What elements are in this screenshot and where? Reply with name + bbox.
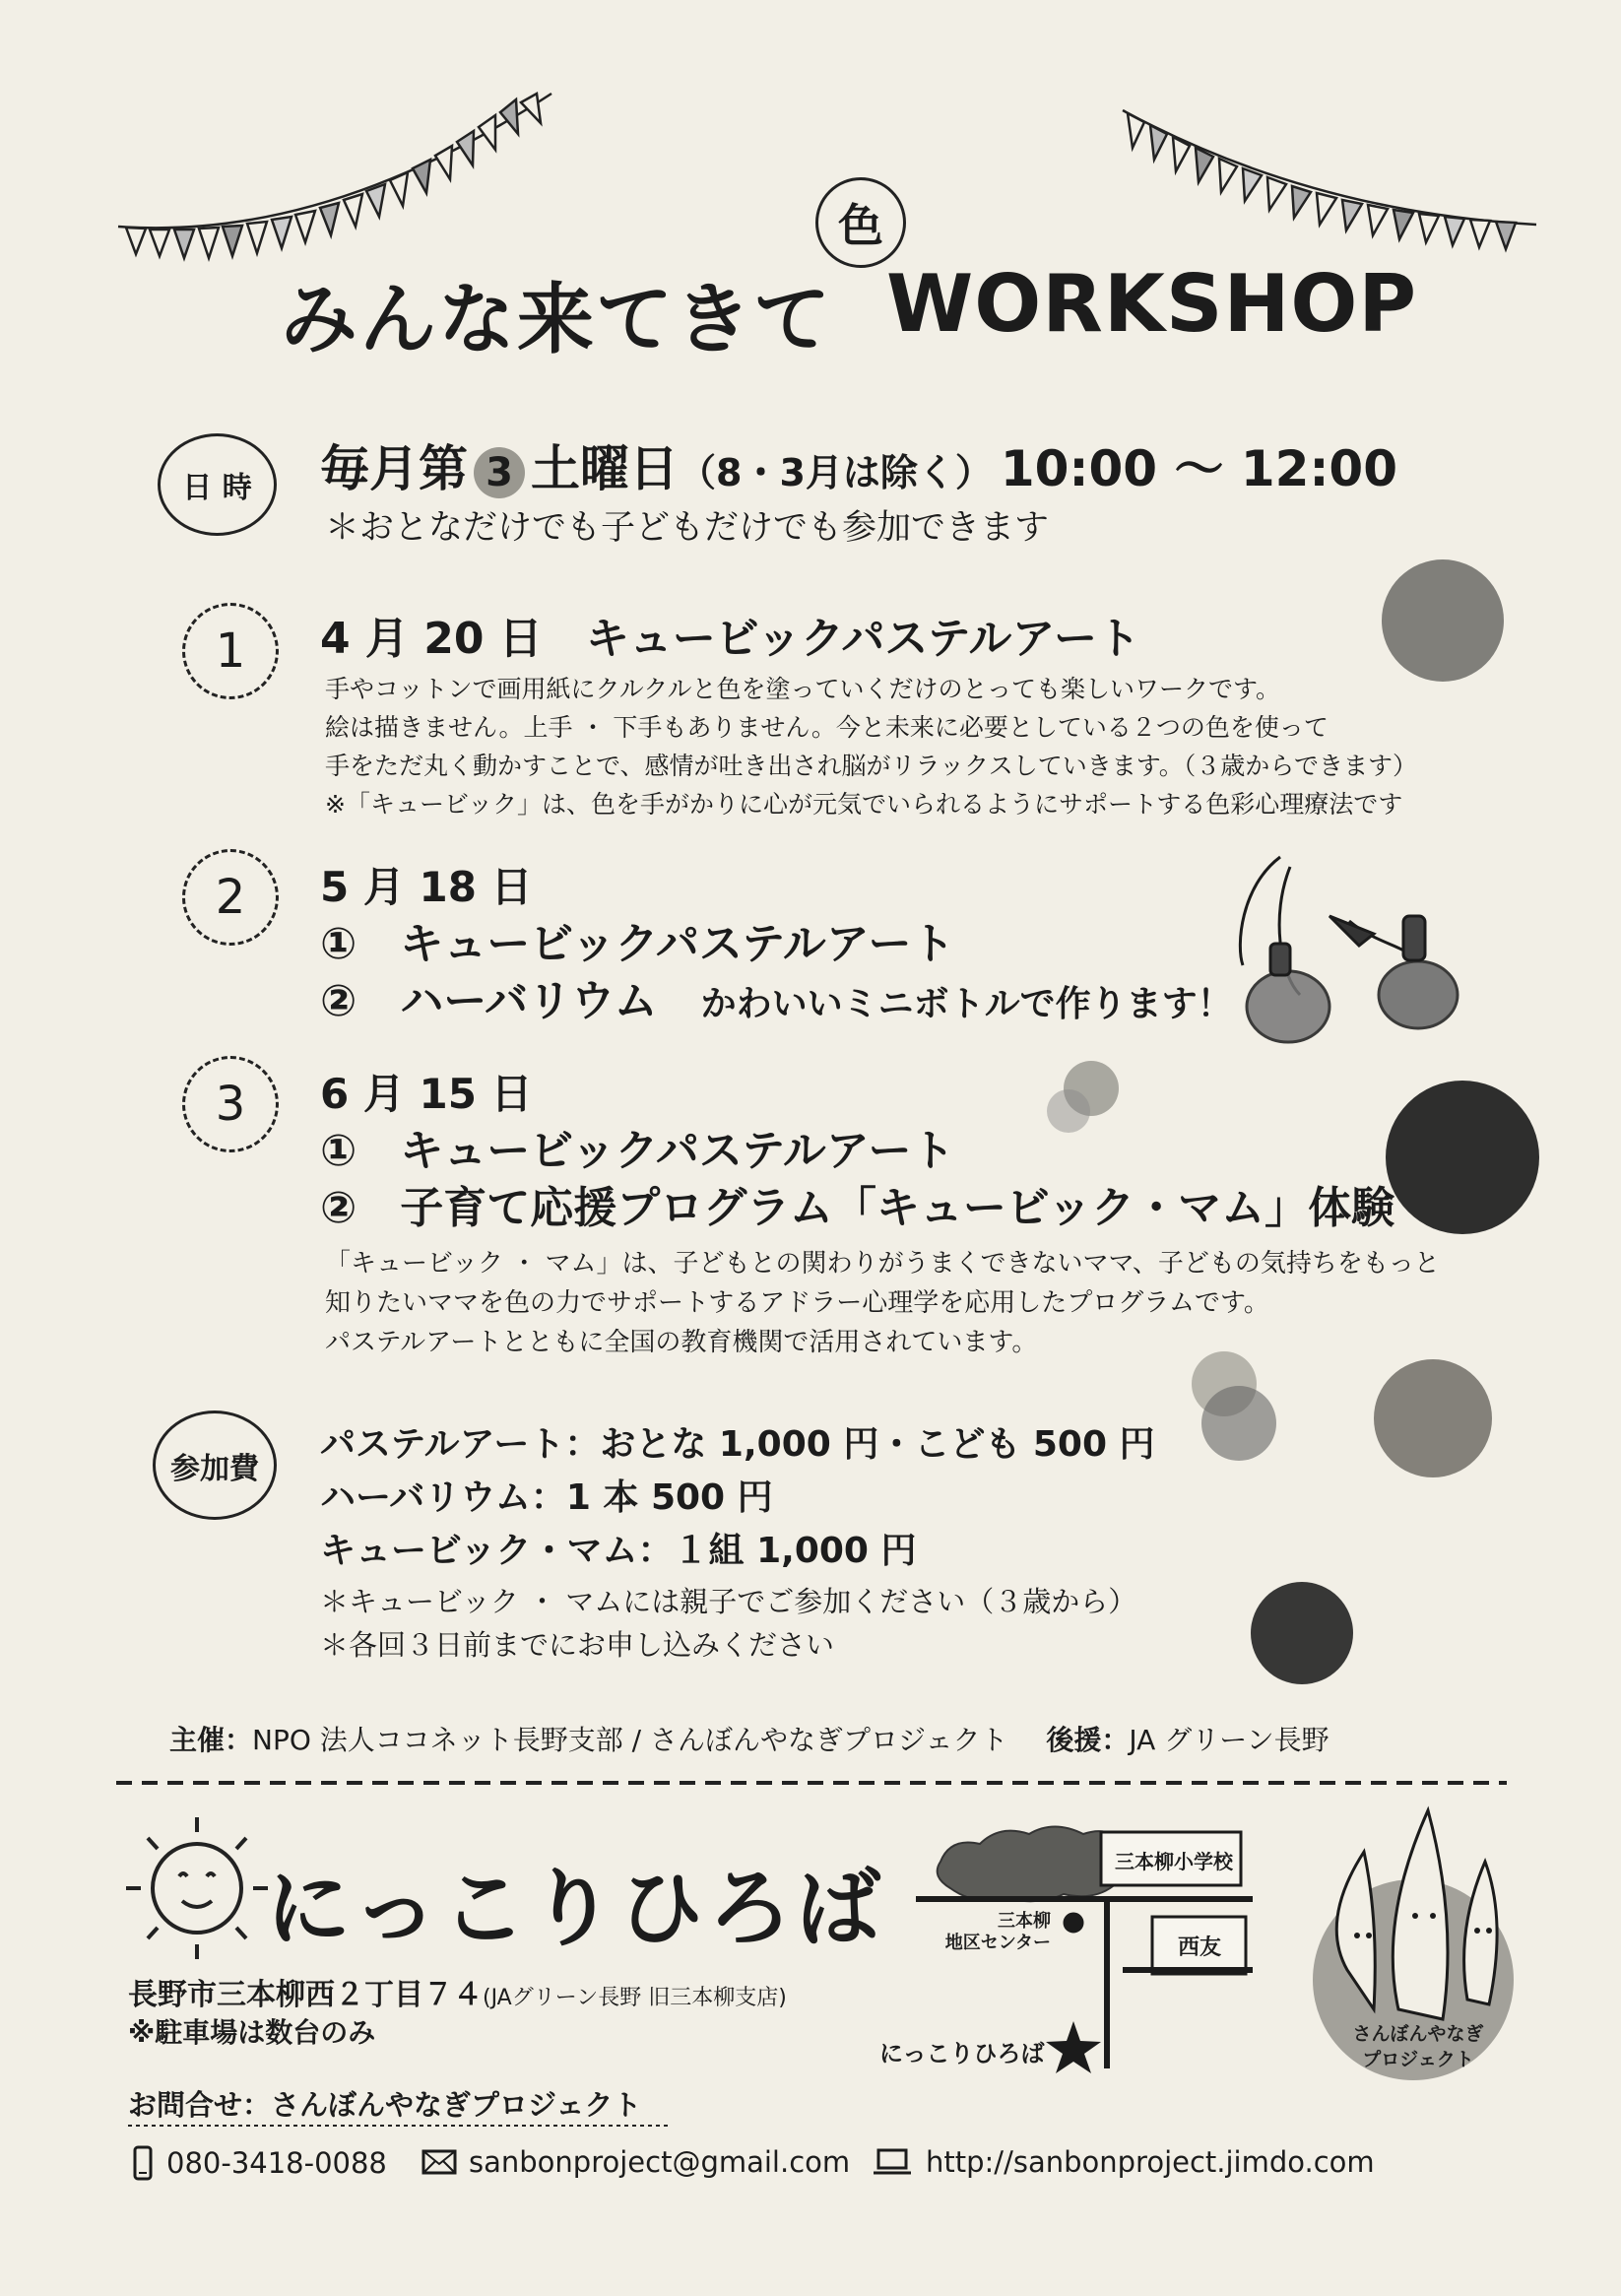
pastel-blob — [1201, 1386, 1276, 1461]
email-address: sanbonproject@gmail.com — [469, 2145, 851, 2179]
fees-notes — [320, 1580, 1136, 1667]
contact-phone[interactable] — [133, 2145, 387, 2181]
map-store-label: 西友 — [1178, 1935, 1222, 1960]
sun-icon — [126, 1817, 268, 1959]
desc-line: 手やコットンで画用紙にクルクルと色を塗っていくだけのとっても楽しいワークです。 — [325, 675, 1281, 703]
schedule-prefix: 毎月第 — [320, 440, 468, 497]
schedule-line — [320, 429, 1397, 500]
week-number-badge: 3 — [474, 447, 525, 498]
map-venue-label: にっこりひろば — [879, 2040, 1045, 2067]
parking-note: ※駐車場は数台のみ — [128, 2016, 376, 2049]
session-2-item-1 — [320, 908, 954, 971]
fee-note: ＊各回３日前までにお申し込みください — [320, 1628, 835, 1662]
map-center-line: 地区センター — [944, 1933, 1051, 1953]
item-extra: かわいいミニボトルで作ります！ — [700, 984, 1233, 1024]
session-3-desc — [325, 1244, 1440, 1362]
schedule-badge: 日 時 — [158, 433, 277, 536]
session-number-3: 3 — [182, 1056, 279, 1152]
logo-line: プロジェクト — [1362, 2049, 1474, 2070]
map-school-label: 三本柳小学校 — [1115, 1850, 1233, 1873]
support: JA グリーン長野 — [1129, 1724, 1329, 1756]
address: 長野市三本柳西２丁目７４ — [128, 1978, 483, 2012]
session-1-heading — [320, 603, 1140, 666]
fee-line: ハーバリウム：1 本 500 円 — [320, 1477, 773, 1518]
session-number-2: 2 — [182, 849, 279, 946]
item-marker: ② — [320, 976, 357, 1026]
desc-line: 手をただ丸く動かすことで、感情が吐き出され脳がリラックスしていきます。（３歳からできます） — [325, 752, 1418, 780]
schedule-exception: （8・3月は除く） — [679, 451, 993, 494]
fee-line: キュービック・マム：１組 1,000 円 — [320, 1531, 917, 1571]
herbarium-bottles-image — [1240, 857, 1458, 1042]
schedule-day: 土曜日 — [531, 440, 679, 497]
desc-line: 絵は描きません。上手 ・ 下手もありません。今と未来に必要としている２つの色を使って — [325, 713, 1329, 742]
session-2-item-2 — [320, 965, 1233, 1028]
map-center-line: 三本柳 — [998, 1911, 1051, 1932]
desc-line: ※「キュービック」は、色を手がかりに心が元気でいられるようにサポートする色彩心理療法です — [325, 790, 1403, 819]
pastel-blob — [1386, 1081, 1539, 1234]
item-marker: ① — [320, 1126, 357, 1176]
pastel-blob — [1251, 1582, 1353, 1684]
item-marker: ① — [320, 919, 357, 969]
venue-address — [128, 1970, 787, 2013]
session-1-desc — [325, 670, 1417, 823]
pastel-blob — [1374, 1359, 1492, 1477]
desc-line: 知りたいママを色の力でサポートするアドラー心理学を応用したプログラムです。 — [325, 1288, 1269, 1318]
fees-badge: 参加費 — [153, 1410, 277, 1520]
phone-number: 080-3418-0088 — [166, 2146, 387, 2180]
desc-line: パステルアートとともに全国の教育機関で活用されています。 — [325, 1328, 1038, 1357]
item-label: 子育て応援プログラム「キュービック・マム」体験 — [400, 1183, 1395, 1233]
logo-text — [1349, 2021, 1487, 2072]
session-3-date: 6 月 15 日 — [320, 1070, 533, 1118]
session-2-date: 5 月 18 日 — [320, 863, 533, 911]
website-url: http://sanbonproject.jimdo.com — [926, 2145, 1375, 2179]
title-accent: 色 — [815, 177, 906, 268]
contact-web[interactable] — [873, 2145, 1375, 2179]
session-1-date: 4 月 20 日 — [320, 614, 543, 664]
bunting-left — [118, 94, 551, 258]
support-label: 後援： — [1046, 1724, 1130, 1756]
fee-note: ＊キュービック ・ マムには親子でご参加ください（３歳から） — [320, 1585, 1137, 1618]
contact-label: お問合せ：さんぼんやなぎプロジェクト — [128, 2088, 642, 2122]
schedule-time: 10:00 ～ 12:00 — [1000, 440, 1398, 497]
pastel-blob — [1382, 559, 1504, 682]
organizers — [169, 1719, 1329, 1758]
fee-line: パステルアート：おとな 1,000 円・こども 500 円 — [320, 1424, 1155, 1465]
item-marker: ② — [320, 1183, 357, 1233]
mail-icon — [421, 2149, 457, 2175]
host-label: 主催： — [169, 1724, 253, 1756]
contact-email[interactable] — [421, 2145, 850, 2179]
map-center-label — [943, 1911, 1051, 1954]
venue-name: にっこりひろば — [266, 1860, 885, 1958]
schedule-note: ＊おとなだけでも子どもだけでも参加できます — [325, 508, 1050, 548]
phone-icon — [133, 2145, 153, 2181]
laptop-icon — [873, 2148, 912, 2176]
title-workshop: WORKSHOP — [886, 258, 1418, 350]
item-label: ハーバリウム — [400, 976, 658, 1026]
bunting-right — [1123, 110, 1536, 249]
host: NPO 法人ココネット長野支部 / さんぼんやなぎプロジェクト — [252, 1724, 1008, 1756]
pastel-blob — [1047, 1089, 1090, 1133]
star-icon — [1046, 2021, 1101, 2073]
item-label: キュービックパステルアート — [400, 919, 955, 969]
logo-line: さんぼんやなぎ — [1352, 2023, 1484, 2045]
session-1-title: キュービックパステルアート — [585, 614, 1141, 664]
session-number-1: 1 — [182, 603, 279, 699]
desc-line: 「キュービック ・ マム」は、子どもとの関わりがうまくできないママ、子どもの気持ちをもっと — [325, 1249, 1440, 1279]
session-3-item-1 — [320, 1115, 954, 1178]
page-title: みんな来てきて — [281, 276, 833, 364]
fees-lines — [320, 1418, 1155, 1578]
address-note: (JAグリーン長野 旧三本柳支店) — [483, 1986, 787, 2010]
session-3-item-2 — [320, 1172, 1394, 1235]
item-label: キュービックパステルアート — [400, 1126, 955, 1176]
